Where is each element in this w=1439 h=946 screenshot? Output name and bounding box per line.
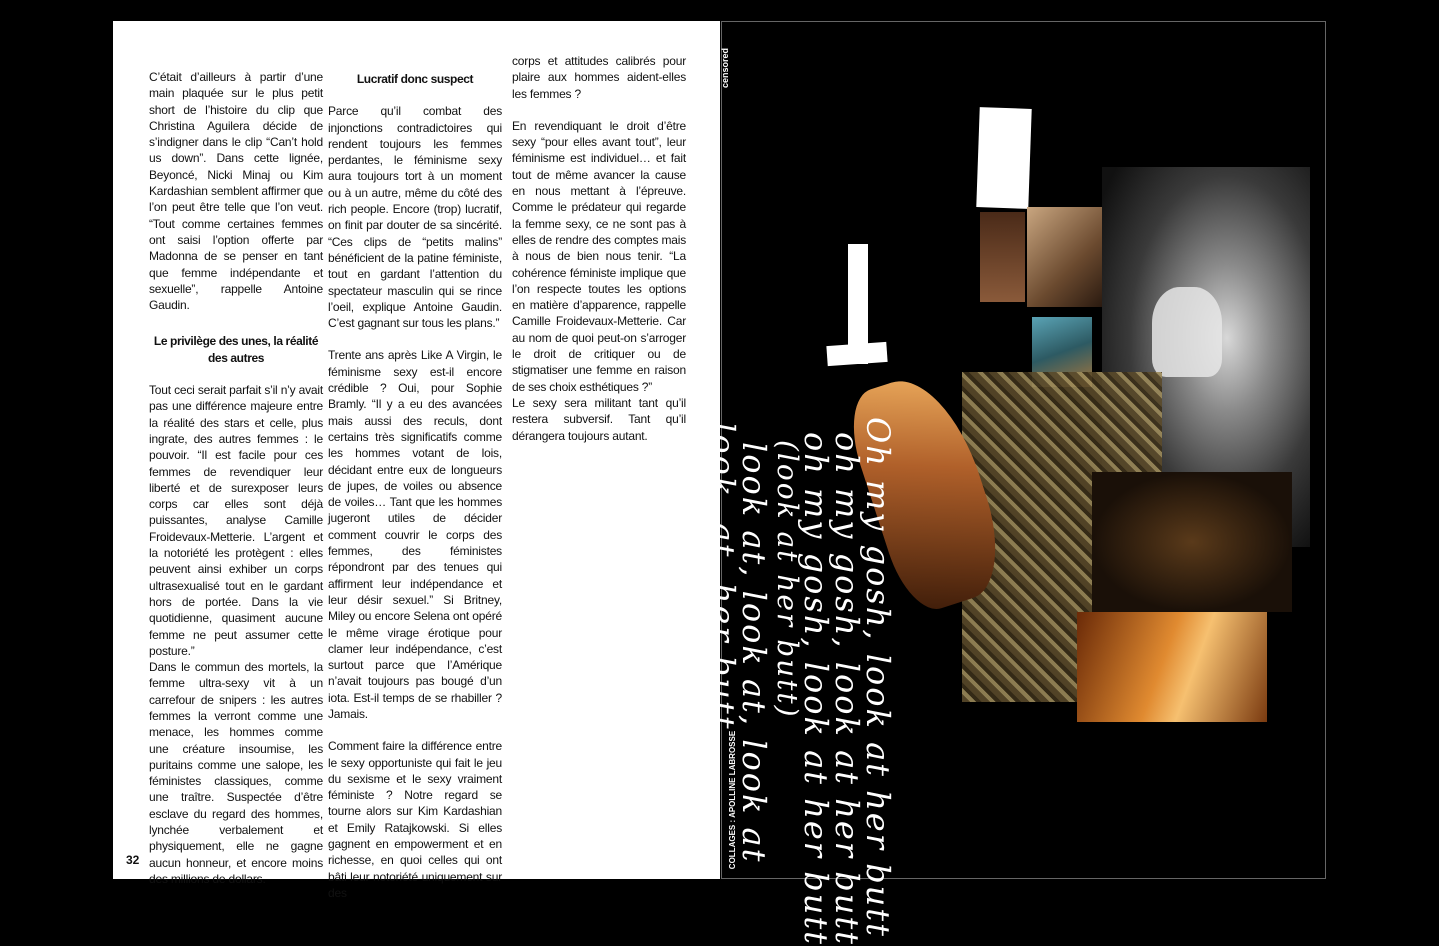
paragraph: Tout ceci serait parfait s’il n’y avait pas une différence majeure entre la réalité des stars et celle, plus ingrate, des autres femmes : le pouvoir. “Il est facile pour ces femmes de revendiquer leur liberté et de surexposer leurs corps car elles sont déjà puissantes, analyse Camille Froidevaux-Metterie. L’argent et la notoriété les protègent : elles peuvent ainsi exhiber un corps ultrasexualisé tout en le gardant hors de portée. Dans la vie quotidienne, quasiment aucune femme ne peut assumer cette posture.” bbox=[149, 383, 323, 658]
handwriting-line: (look at her butt) bbox=[771, 440, 804, 719]
article-column-3 bbox=[512, 53, 686, 444]
photo-fragment bbox=[980, 212, 1025, 302]
paragraph: Dans le commun des mortels, la femme ultra-sexy vit à un carrefour de snipers : les autres femmes la verront comme une menace, les hommes comme une créature insoumise, les puritains comme une salope, les féministes classiques, comme une traître. Suspectée d’être esclave du regard des hommes, lynchée verbalement et physiquement, elle ne gagne aucun honneur, et encore moins des millions de dollars. bbox=[149, 660, 323, 886]
handwriting-line: oh my gosh, look at her butt bbox=[797, 432, 835, 946]
paragraph: En revendiquant le droit d’être sexy “pour elles avant tout”, leur féminisme est individuel… et fait tout de même avancer la cause en nous mettant à l’épreuve. Comme le prédateur qui regarde la femme sexy, ce ne sont pas à elles de rendre des comptes mais à nous de bien nous tenir. “La cohérence féministe implique que l’on respecte toutes les options en matière d’apparence, rappelle Camille Froidevaux-Metterie. Car au nom de quoi peut-on s’arroger le droit de critiquer ou de stigmatiser une femme en raison de ses choix esthétiques ?” bbox=[512, 118, 686, 394]
photo-fragment bbox=[1027, 207, 1102, 307]
subheading: Le privilège des unes, la réalité des autres bbox=[153, 334, 319, 365]
white-paper-scrap bbox=[976, 107, 1031, 209]
paragraph: C’était d’ailleurs à partir d’une main plaquée sur le plus petit short de l’histoire du clip que Christina Aguilera décide de s’indigner dans le clip “Can’t hold us down”. Dans cette lignée, Beyoncé, Nicki Minaj ou Kim Kardashian semblent affirmer que l’on peut être telle que l’on veut. “Tout comme certaines femmes ont saisi l’option offerte par Madonna de se penser en tant que femme indépendante et sexuelle”, rappelle Antoine Gaudin. bbox=[149, 70, 323, 313]
dark-photo bbox=[1092, 472, 1292, 612]
paragraph: Parce qu’il combat des injonctions contradictoires qui rendent toujours les femmes perdantes, le féminisme sexy aura toujours tort à un moment ou à un autre, même du côté des rich people. Encore (trop) lucratif, on finit par douter de sa sincérité. “Ces clips de “petits malins” bénéficient de la patine féministe, tout en gardant l’attention du spectateur masculin qui se rince l’oeil, explique Antoine Gaudin. C’est gagnant sur tous les plans.” bbox=[328, 104, 502, 331]
white-paper-scrap bbox=[826, 342, 887, 366]
handwriting-line: look, at, her butt bbox=[704, 422, 742, 731]
paragraph: Comment faire la différence entre le sexy opportuniste qui fait le jeu du sexisme et le sexy vraiment féministe ? Notre regard se tourne alors sur Kim Kardashian et Emily Ratajkowski. Si elles gagnent en empowerment et en richesse, en quoi celles qui ont bâti leur notoriété uniquement sur des bbox=[328, 739, 502, 900]
collage-credit: COLLAGES : APOLLINE LABROSSE bbox=[728, 730, 737, 870]
paragraph: corps et attitudes calibrés pour plaire aux hommes aident-elles les femmes ? bbox=[512, 54, 686, 101]
paragraph: Le sexy sera militant tant qu’il restera subversif. Tant qu’il dérangera toujours autant. bbox=[512, 395, 686, 443]
article-column-2 bbox=[328, 69, 502, 901]
paragraph: Trente ans après Like A Virgin, le féminisme sexy est-il encore crédible ? Oui, pour Sophie Bramly. “Il y a eu des avancées mais aussi des reculs, dont certains très significatifs comme les hommes votant de lois, décidant entre eux de longueurs de jupes, de voiles ou absence de voiles… Tant que les hommes jugeront utiles de décider comment couvrir le corps des femmes, des féministes répondront par des tenues qui affirment leur indépendance et leur désir sexuel.” Si Britney, Miley ou encore Selena ont opéré le même virage érotique pour clamer leur indépendance, c’est surtout parce que l’Amérique n’avait toujours pas bougé d’un iota. Est-il temps de se rhabiller ? Jamais. bbox=[328, 348, 502, 721]
subheading: Lucratif donc suspect bbox=[356, 72, 474, 86]
warm-photo bbox=[1077, 612, 1267, 722]
section-label-text: censored bbox=[720, 47, 730, 88]
handwriting-line: Oh my gosh, look at her butt bbox=[859, 417, 897, 938]
article-column-1 bbox=[149, 69, 323, 887]
handwriting-line: look at, look at, look at bbox=[735, 442, 773, 864]
white-figure-shape bbox=[1152, 287, 1222, 377]
handwriting-line: oh my gosh, look at her butt bbox=[828, 432, 866, 946]
left-page bbox=[113, 21, 720, 900]
right-page bbox=[704, 21, 1326, 946]
page-number: 32 bbox=[126, 853, 140, 867]
